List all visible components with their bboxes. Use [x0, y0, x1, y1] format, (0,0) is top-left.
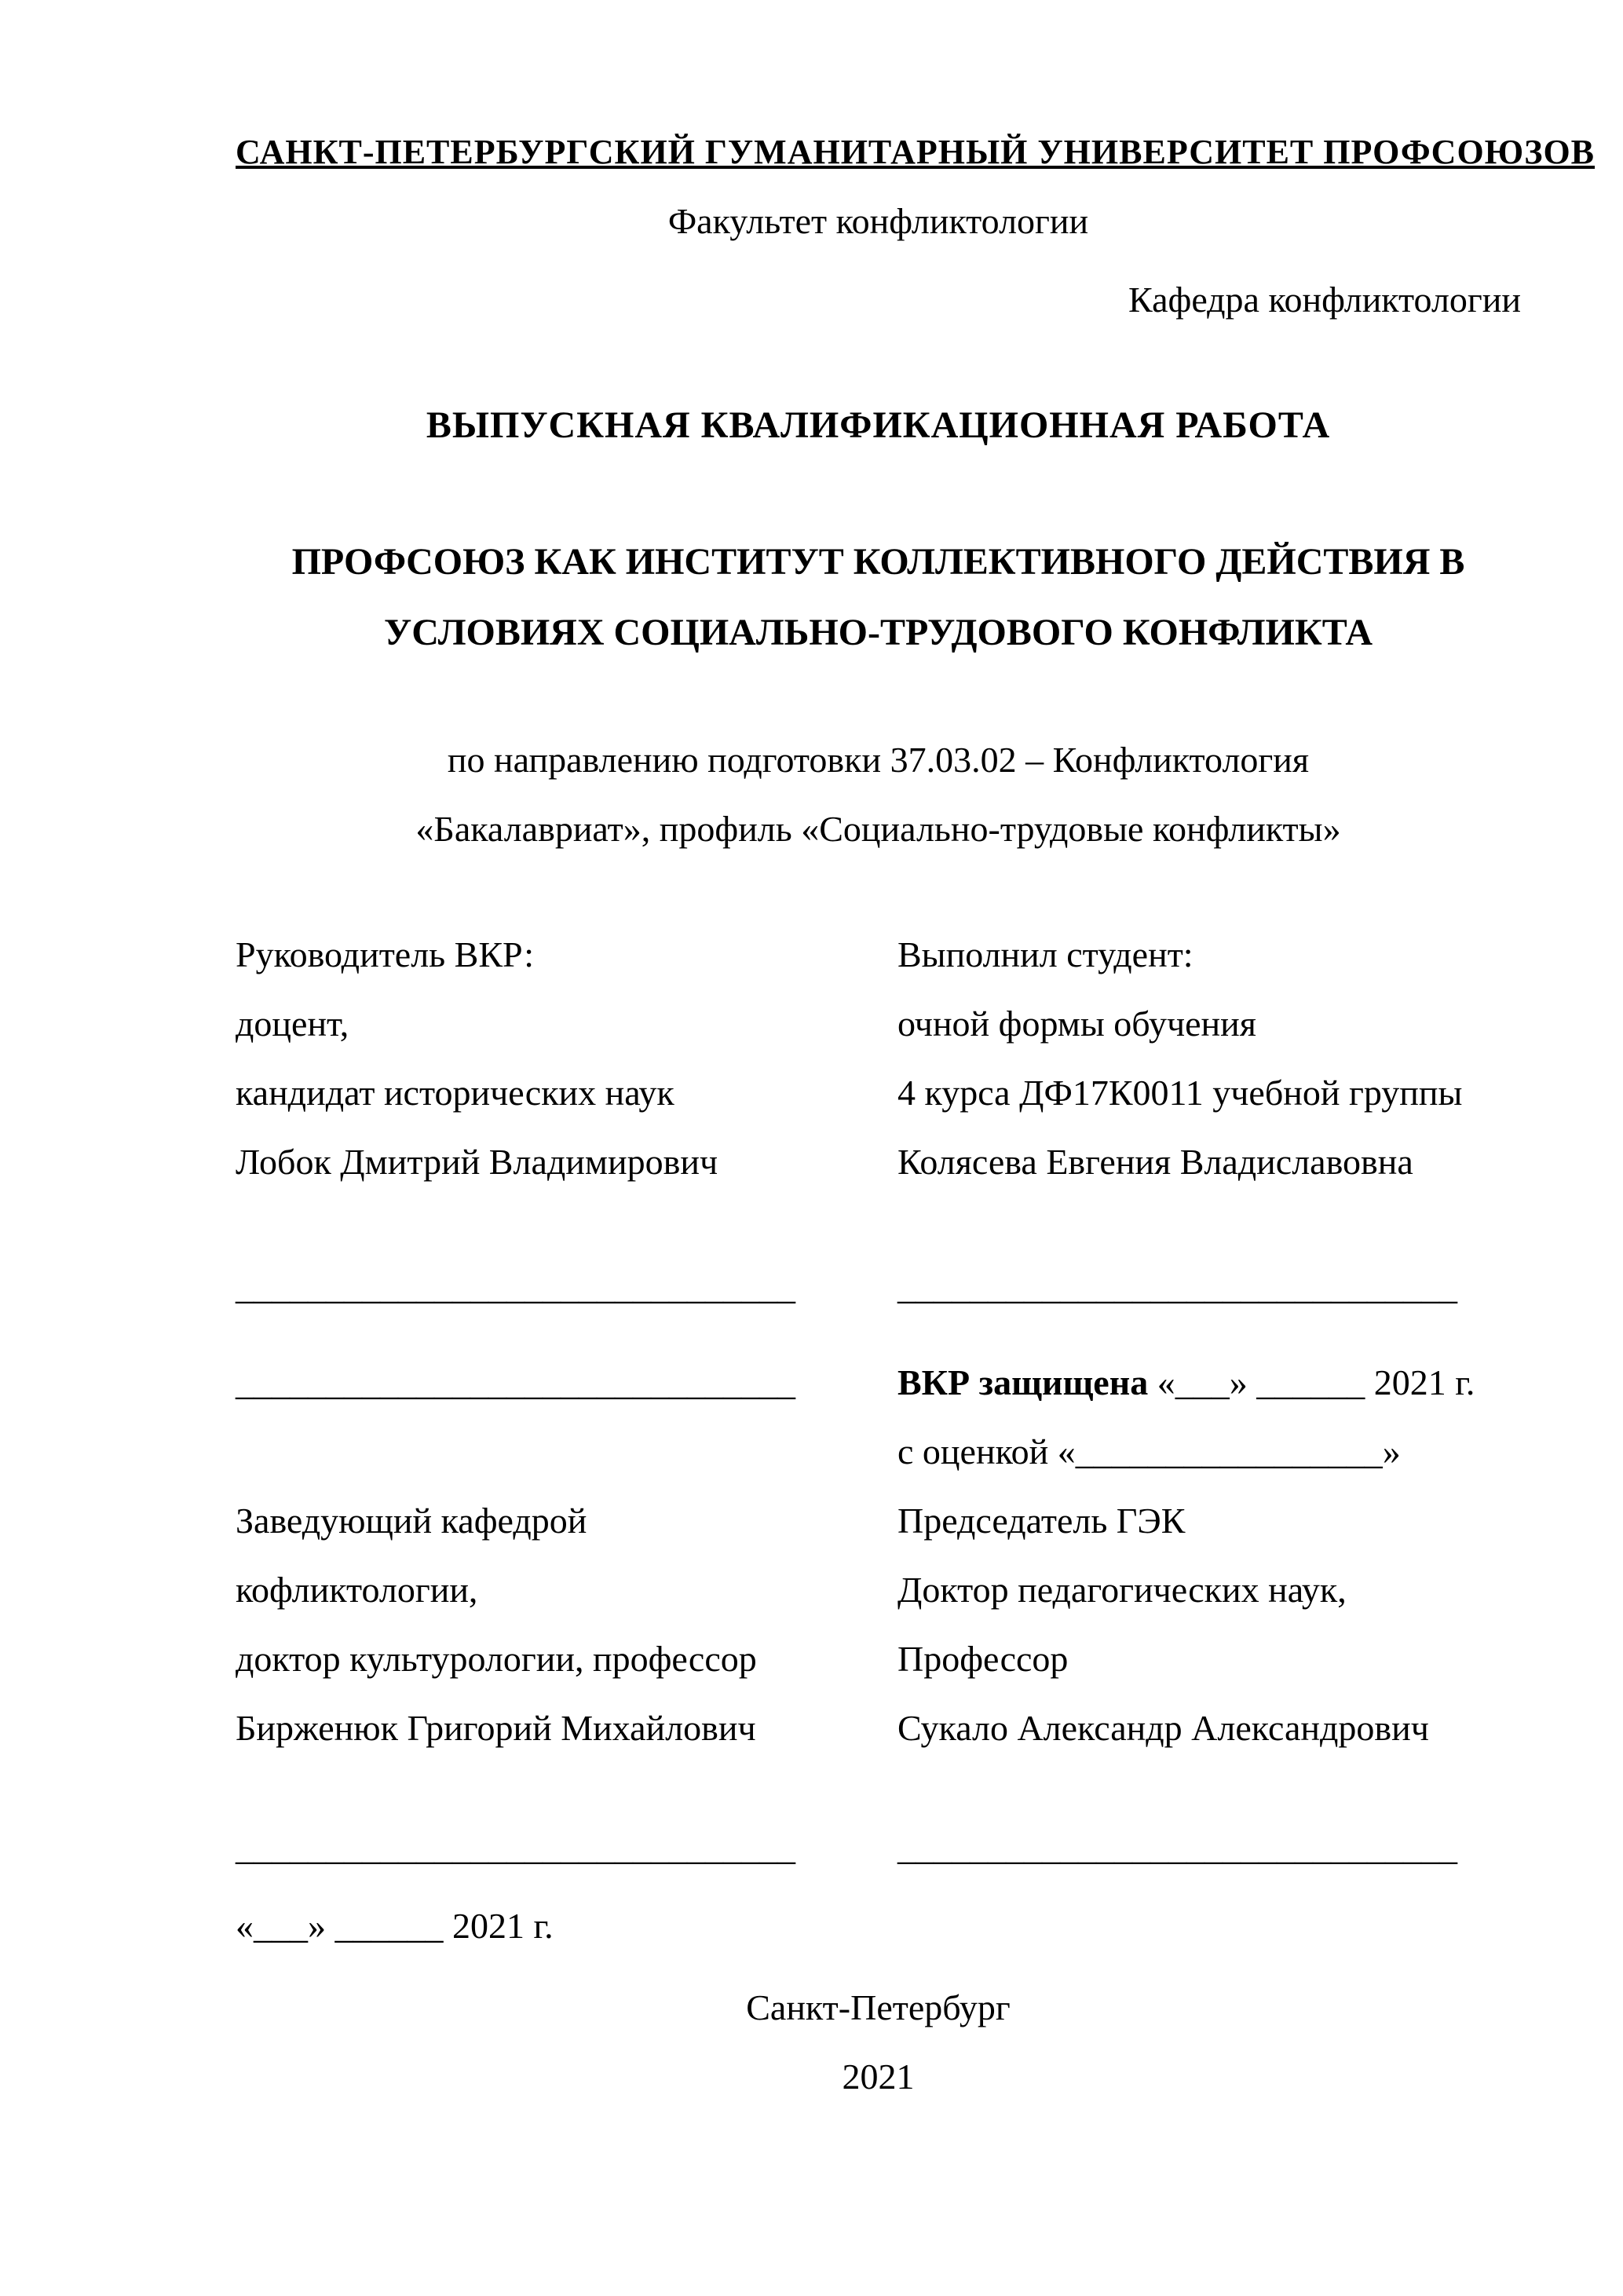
head-title-line3: доктор культурологии, профессор [236, 1639, 757, 1679]
program-profile: «Бакалавриат», профиль «Социально-трудовые конфликты» [415, 809, 1341, 849]
chairman-column [897, 1348, 1521, 1763]
chairman-title-line3: Профессор [897, 1639, 1069, 1679]
student-name: Колясева Евгения Владиславовна [897, 1142, 1413, 1182]
chairman-title-line2: Доктор педагогических наук, [897, 1570, 1347, 1610]
student-column [897, 920, 1521, 1197]
people-block [236, 920, 1521, 1197]
thesis-title-line1: ПРОФСОЮЗ КАК ИНСТИТУТ КОЛЛЕКТИВНОГО ДЕЙСТВИЯ В [291, 541, 1465, 583]
supervisor-name: Лобок Дмитрий Владимирович [236, 1142, 718, 1182]
head-title-line2: кофликтологии, [236, 1570, 478, 1610]
head-date-blank: «___» ______ 2021 г. [236, 1906, 554, 1946]
defense-block [236, 1348, 1521, 1763]
head-of-department-column [236, 1348, 897, 1763]
student-label: Выполнил студент: [897, 934, 1193, 974]
signature-row-1 [236, 1252, 1521, 1322]
thesis-title [236, 527, 1521, 668]
supervisor-degree: кандидат исторических наук [236, 1073, 674, 1113]
student-signature-line: _______________________________ [897, 1267, 1457, 1307]
head-final-signature-line: _______________________________ [236, 1827, 795, 1867]
program-info [236, 726, 1521, 864]
defense-date-line [897, 1348, 1521, 1417]
supervisor-column [236, 920, 897, 1197]
supervisor-signature-line: _______________________________ [236, 1267, 795, 1307]
publication-year: 2021 [842, 2057, 915, 2097]
thesis-title-line2: УСЛОВИЯХ СОЦИАЛЬНО-ТРУДОВОГО КОНФЛИКТА [384, 612, 1373, 653]
city-name: Санкт-Петербург [746, 1987, 1011, 2027]
defense-date-blank: «___» ______ 2021 г. [1157, 1362, 1475, 1402]
spacer-line [236, 1417, 897, 1486]
head-name: Бирженюк Григорий Михайлович [236, 1708, 756, 1748]
work-type-heading: ВЫПУСКНАЯ КВАЛИФИКАЦИОННАЯ РАБОТА [426, 404, 1331, 446]
defense-grade-line: с оценкой «_________________» [897, 1431, 1401, 1472]
head-signature-line: _______________________________ [236, 1362, 795, 1402]
signature-row-2 [236, 1813, 1521, 1882]
chairman-final-signature-line: _______________________________ [897, 1827, 1457, 1867]
chairman-title-line1: Председатель ГЭК [897, 1501, 1186, 1541]
chairman-name: Сукало Александр Александрович [897, 1708, 1429, 1748]
date-row [236, 1892, 1521, 1961]
faculty-name: Факультет конфликтологии [667, 201, 1089, 241]
empty-cell [897, 1892, 1521, 1961]
imprint-block [236, 1973, 1521, 2111]
program-direction: по направлению подготовки 37.03.02 – Конфликтология [447, 740, 1310, 780]
defense-label: ВКР защищена [897, 1362, 1149, 1402]
department-name: Кафедра конфликтологии [1128, 280, 1521, 320]
student-study-form: очной формы обучения [897, 1004, 1256, 1044]
supervisor-position: доцент, [236, 1004, 349, 1044]
supervisor-label: Руководитель ВКР: [236, 934, 535, 974]
university-name: САНКТ-ПЕТЕРБУРГСКИЙ ГУМАНИТАРНЫЙ УНИВЕРСИТЕТ ПРОФСОЮЗОВ [236, 133, 1596, 171]
student-group: 4 курса ДФ17К0011 учебной группы [897, 1073, 1463, 1113]
head-title-line1: Заведующий кафедрой [236, 1501, 587, 1541]
